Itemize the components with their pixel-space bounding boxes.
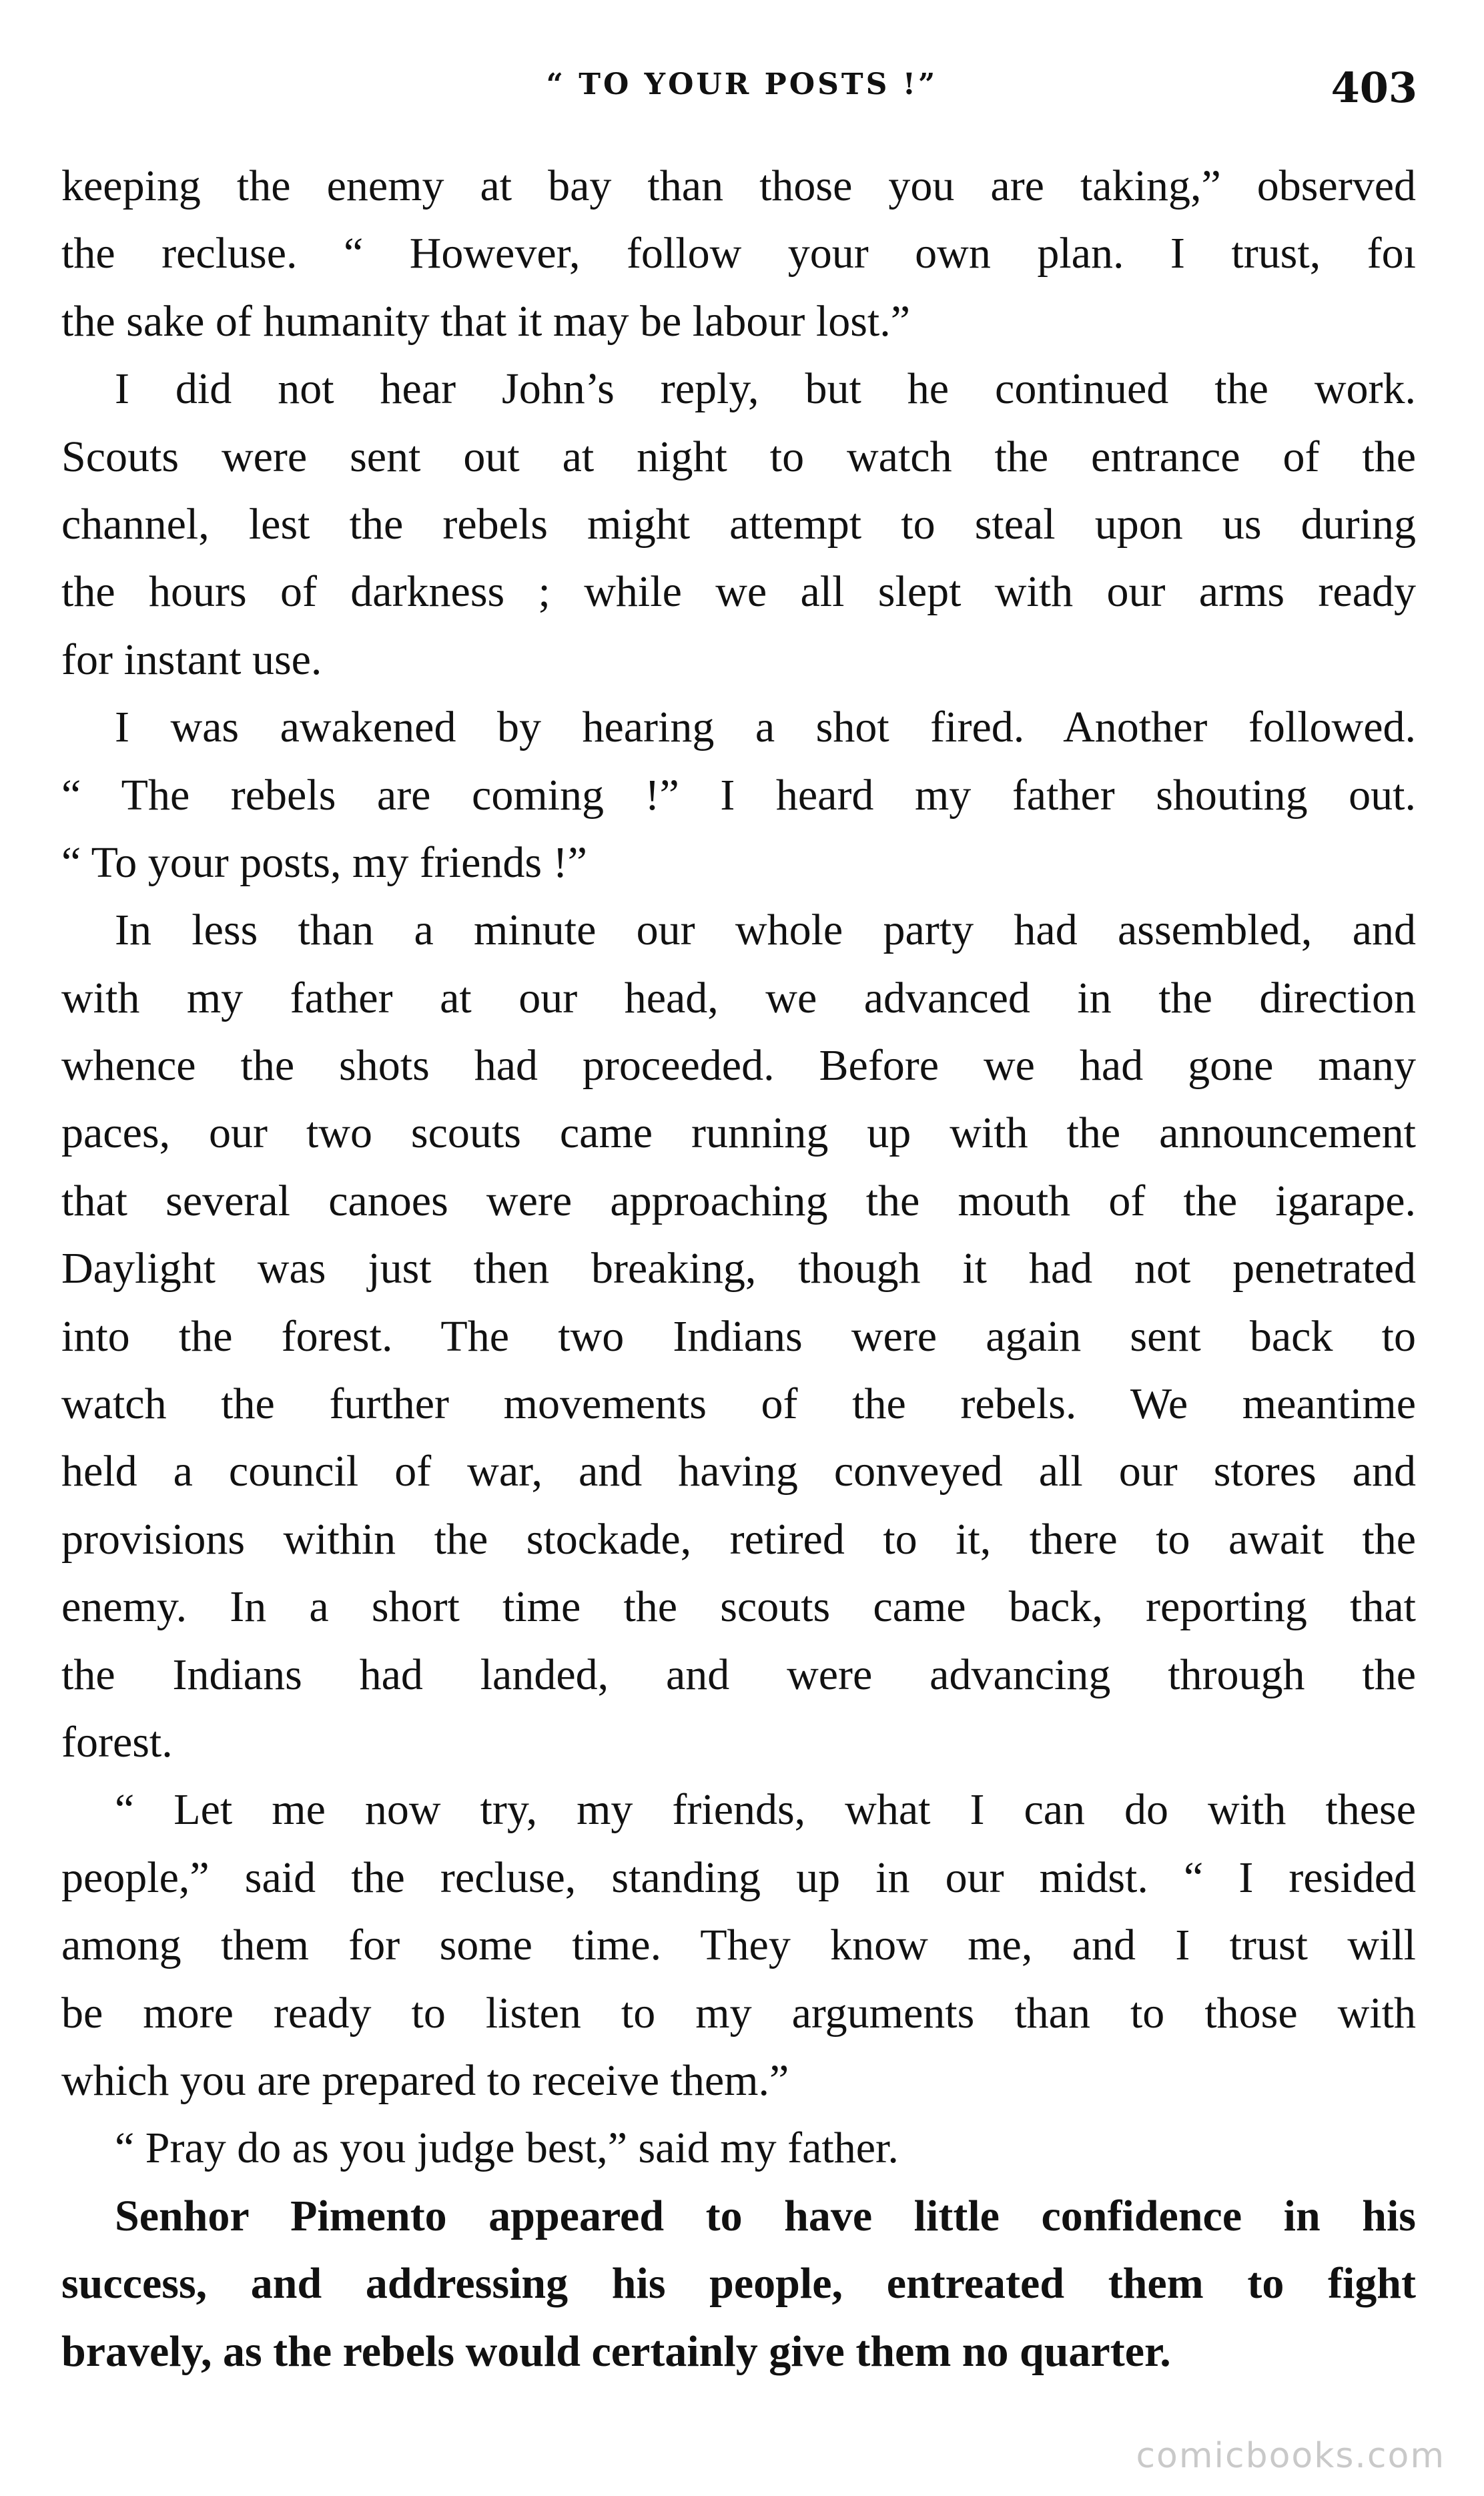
text-line: the hours of darkness ; while we all slept with our arms ready — [61, 567, 1416, 617]
text-line: for instant use. — [61, 635, 322, 684]
body-text — [61, 152, 1416, 2385]
text-line: In less than a minute our whole party had assembled, and — [115, 906, 1416, 955]
text-line: paces, our two scouts came running up with the announcement — [61, 1109, 1416, 1158]
running-title: “ TO YOUR POSTS !” — [546, 67, 938, 101]
text-line: Daylight was just then breaking, though it had not penetrated — [61, 1244, 1416, 1293]
text-line: enemy. In a short time the scouts came back, reporting that — [61, 1582, 1416, 1632]
running-head — [67, 63, 1417, 117]
text-line: “ To your posts, my friends !” — [61, 838, 587, 887]
text-line: bravely, as the rebels would certainly give them no quarter. — [61, 2326, 1171, 2376]
text-line: held a council of war, and having conveyed all our stores and — [61, 1447, 1416, 1496]
text-line: “ Pray do as you judge best,” said my father. — [115, 2124, 899, 2173]
site-watermark: comicbooks.com — [1136, 2436, 1445, 2476]
text-line: success, and addressing his people, entreated them to fight — [61, 2259, 1416, 2308]
text-line: I was awakened by hearing a shot fired. Another followed. — [115, 703, 1416, 752]
text-line: “ The rebels are coming !” I heard my father shouting out. — [61, 770, 1416, 820]
text-line: provisions within the stockade, retired to it, there to await the — [61, 1514, 1416, 1564]
text-line: people,” said the recluse, standing up in our midst. “ I resided — [61, 1853, 1416, 1902]
text-line: Senhor Pimento appeared to have little confidence in his — [115, 2191, 1416, 2240]
text-line: be more ready to listen to my arguments than to those with — [61, 1988, 1416, 2038]
text-line: the Indians had landed, and were advancing through the — [61, 1650, 1416, 1699]
text-line: whence the shots had proceeded. Before we had gone many — [61, 1041, 1416, 1090]
text-line: into the forest. The two Indians were again sent back to — [61, 1311, 1416, 1361]
page-number: 403 — [1331, 63, 1417, 112]
text-line: which you are prepared to receive them.” — [61, 2056, 789, 2105]
text-line: forest. — [61, 1717, 173, 1767]
text-line: the sake of humanity that it may be labour lost.” — [61, 296, 911, 346]
text-line: that several canoes were approaching the mouth of the igarape. — [61, 1176, 1416, 1225]
text-line: “ Let me now try, my friends, what I can do with these — [115, 1785, 1416, 1835]
text-line: I did not hear John’s reply, but he continued the work. — [115, 364, 1416, 414]
text-line: among them for some time. They know me, and I trust will — [61, 1921, 1416, 1970]
text-line: Scouts were sent out at night to watch the entrance of the — [61, 432, 1416, 481]
text-line: with my father at our head, we advanced in the direction — [61, 973, 1416, 1022]
text-line: watch the further movements of the rebels. We meantime — [61, 1379, 1416, 1429]
text-line: the recluse. “ However, follow your own plan. I trust, foı — [61, 229, 1416, 278]
text-line: channel, lest the rebels might attempt to steal upon us during — [61, 499, 1416, 549]
text-line: keeping the enemy at bay than those you are taking,” observed — [61, 162, 1416, 210]
